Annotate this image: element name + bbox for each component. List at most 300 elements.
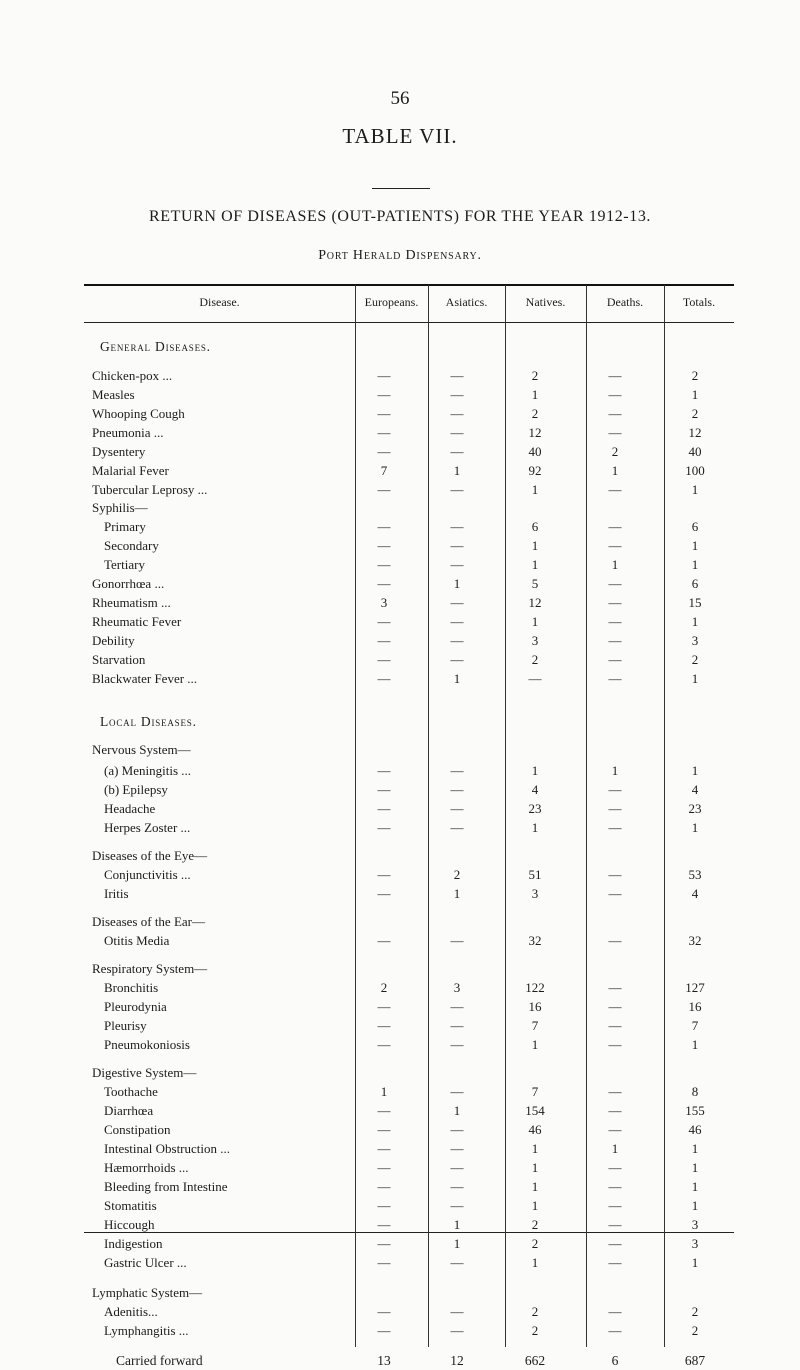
row-label: Respiratory System— bbox=[92, 961, 208, 976]
row-label: Iritis bbox=[104, 886, 129, 901]
table-row bbox=[0, 1035, 800, 1054]
page-number: 56 bbox=[390, 88, 410, 109]
natives-cell: 51 bbox=[528, 867, 542, 882]
deaths-cell: 2 bbox=[611, 444, 619, 459]
asiatics-cell: — bbox=[450, 406, 464, 421]
table-row bbox=[0, 931, 800, 950]
deaths-cell: 1 bbox=[611, 463, 619, 478]
europeans-cell: — bbox=[377, 633, 391, 648]
row-label: Otitis Media bbox=[104, 933, 170, 948]
row-label: Headache bbox=[104, 801, 156, 816]
row-label: Pleurodynia bbox=[104, 999, 167, 1014]
europeans-cell: — bbox=[377, 782, 391, 797]
table-row bbox=[0, 818, 800, 837]
totals-cell: 4 bbox=[691, 886, 699, 901]
asiatics-cell: — bbox=[450, 1141, 464, 1156]
deaths-cell: — bbox=[608, 886, 622, 901]
totals-cell: 2 bbox=[691, 368, 699, 383]
table-row bbox=[0, 423, 800, 442]
europeans-cell: — bbox=[377, 999, 391, 1014]
deaths-cell: — bbox=[608, 576, 622, 591]
europeans-cell: — bbox=[377, 1323, 391, 1338]
asiatics-cell: 1 bbox=[453, 1103, 461, 1118]
totals-cell: 1 bbox=[691, 614, 699, 629]
deaths-cell: 1 bbox=[611, 763, 619, 778]
asiatics-cell: — bbox=[450, 387, 464, 402]
row-label: Tubercular Leprosy ... bbox=[92, 482, 208, 497]
totals-cell: 3 bbox=[691, 1217, 699, 1232]
row-label: Pneumonia ... bbox=[92, 425, 164, 440]
totals-cell: 1 bbox=[691, 1255, 699, 1270]
natives-cell: 1 bbox=[531, 538, 539, 553]
deaths-cell: — bbox=[608, 999, 622, 1014]
column-header-asiatics: Asiatics. bbox=[445, 295, 488, 309]
column-header-natives: Natives. bbox=[525, 295, 566, 309]
group-heading bbox=[0, 959, 800, 978]
totals-cell: 155 bbox=[685, 1103, 705, 1118]
natives-cell: — bbox=[528, 671, 542, 686]
europeans-cell: — bbox=[377, 763, 391, 778]
natives-cell: 2 bbox=[531, 1217, 539, 1232]
table-row bbox=[0, 612, 800, 631]
natives-cell: 2 bbox=[531, 1304, 539, 1319]
asiatics-cell: — bbox=[450, 801, 464, 816]
deaths-cell: 1 bbox=[611, 1141, 619, 1156]
row-label: Lymphatic System— bbox=[92, 1285, 203, 1300]
column-header-totals: Totals. bbox=[682, 295, 716, 309]
asiatics-cell: 12 bbox=[450, 1353, 464, 1368]
asiatics-cell: — bbox=[450, 1018, 464, 1033]
row-label: Starvation bbox=[92, 652, 146, 667]
totals-cell: 1 bbox=[691, 1198, 699, 1213]
row-label: Conjunctivitis ... bbox=[104, 867, 191, 882]
asiatics-cell: 1 bbox=[453, 463, 461, 478]
natives-cell: 7 bbox=[531, 1084, 539, 1099]
europeans-cell: — bbox=[377, 1160, 391, 1175]
natives-cell: 1 bbox=[531, 614, 539, 629]
deaths-cell: — bbox=[608, 1304, 622, 1319]
row-label: Nervous System— bbox=[92, 742, 191, 757]
row-label: Malarial Fever bbox=[92, 463, 169, 478]
deaths-cell: — bbox=[608, 1160, 622, 1175]
europeans-cell: 13 bbox=[377, 1353, 391, 1368]
row-label: (b) Epilepsy bbox=[104, 782, 168, 797]
natives-cell: 12 bbox=[528, 425, 542, 440]
asiatics-cell: — bbox=[450, 1179, 464, 1194]
deaths-cell: — bbox=[608, 595, 622, 610]
table-row bbox=[0, 461, 800, 480]
row-label: Indigestion bbox=[104, 1236, 163, 1251]
deaths-cell: — bbox=[608, 1323, 622, 1338]
europeans-cell: — bbox=[377, 671, 391, 686]
asiatics-cell: — bbox=[450, 1304, 464, 1319]
table-row bbox=[0, 1158, 800, 1177]
row-label: Diarrhœa bbox=[104, 1103, 154, 1118]
totals-cell: 1 bbox=[691, 1037, 699, 1052]
row-label: Gastric Ulcer ... bbox=[104, 1255, 187, 1270]
natives-cell: 92 bbox=[528, 463, 542, 478]
deaths-cell: — bbox=[608, 406, 622, 421]
totals-cell: 1 bbox=[691, 1141, 699, 1156]
section-heading bbox=[0, 712, 800, 731]
europeans-cell: — bbox=[377, 1122, 391, 1137]
table-row bbox=[0, 1302, 800, 1321]
table-row bbox=[0, 593, 800, 612]
section-heading bbox=[0, 337, 800, 356]
table-row bbox=[0, 1196, 800, 1215]
totals-cell: 7 bbox=[691, 1018, 699, 1033]
deaths-cell: — bbox=[608, 933, 622, 948]
column-header-europeans: Europeans. bbox=[364, 295, 419, 309]
totals-cell: 8 bbox=[691, 1084, 699, 1099]
asiatics-cell: — bbox=[450, 1084, 464, 1099]
europeans-cell: — bbox=[377, 1236, 391, 1251]
deaths-cell: 6 bbox=[611, 1353, 619, 1368]
table-row bbox=[0, 1139, 800, 1158]
table-header-rule bbox=[84, 322, 734, 323]
asiatics-cell: 1 bbox=[453, 671, 461, 686]
table-top-rule bbox=[84, 284, 734, 286]
row-label: Herpes Zoster ... bbox=[104, 820, 191, 835]
europeans-cell: 7 bbox=[380, 463, 388, 478]
asiatics-cell: 1 bbox=[453, 1236, 461, 1251]
natives-cell: 23 bbox=[528, 801, 542, 816]
totals-cell: 46 bbox=[688, 1122, 702, 1137]
natives-cell: 3 bbox=[531, 886, 539, 901]
natives-cell: 32 bbox=[528, 933, 542, 948]
totals-cell: 2 bbox=[691, 1323, 699, 1338]
row-label: Secondary bbox=[104, 538, 159, 553]
deaths-cell: — bbox=[608, 614, 622, 629]
totals-cell: 1 bbox=[691, 763, 699, 778]
natives-cell: 2 bbox=[531, 1236, 539, 1251]
row-label: Constipation bbox=[104, 1122, 171, 1137]
natives-cell: 2 bbox=[531, 652, 539, 667]
europeans-cell: — bbox=[377, 576, 391, 591]
natives-cell: 16 bbox=[528, 999, 542, 1014]
europeans-cell: — bbox=[377, 1198, 391, 1213]
deaths-cell: — bbox=[608, 633, 622, 648]
totals-cell: 40 bbox=[688, 444, 702, 459]
natives-cell: 1 bbox=[531, 1198, 539, 1213]
natives-cell: 3 bbox=[531, 633, 539, 648]
table-subtitle: RETURN OF DISEASES (OUT-PATIENTS) FOR THE YEAR 1912-13. bbox=[148, 208, 652, 225]
natives-cell: 1 bbox=[531, 1160, 539, 1175]
table-title: TABLE VII. bbox=[342, 124, 458, 148]
table-row bbox=[0, 536, 800, 555]
deaths-cell: — bbox=[608, 1037, 622, 1052]
table-row bbox=[0, 669, 800, 688]
europeans-cell: — bbox=[377, 1255, 391, 1270]
asiatics-cell: — bbox=[450, 1037, 464, 1052]
deaths-cell: — bbox=[608, 368, 622, 383]
natives-cell: 1 bbox=[531, 1255, 539, 1270]
asiatics-cell: — bbox=[450, 1160, 464, 1175]
deaths-cell: — bbox=[608, 538, 622, 553]
totals-cell: 6 bbox=[691, 576, 699, 591]
table-row bbox=[0, 1253, 800, 1272]
asiatics-cell: — bbox=[450, 519, 464, 534]
column-header-disease: Disease. bbox=[199, 295, 240, 309]
row-label: Pleurisy bbox=[104, 1018, 147, 1033]
asiatics-cell: — bbox=[450, 444, 464, 459]
asiatics-cell: — bbox=[450, 633, 464, 648]
table-row bbox=[0, 997, 800, 1016]
deaths-cell: — bbox=[608, 1198, 622, 1213]
totals-cell: 1 bbox=[691, 557, 699, 572]
natives-cell: 46 bbox=[528, 1122, 542, 1137]
deaths-cell: — bbox=[608, 1018, 622, 1033]
table-row bbox=[0, 1215, 800, 1234]
natives-cell: 2 bbox=[531, 1323, 539, 1338]
europeans-cell: — bbox=[377, 1103, 391, 1118]
europeans-cell: — bbox=[377, 886, 391, 901]
europeans-cell: — bbox=[377, 1018, 391, 1033]
totals-cell: 1 bbox=[691, 387, 699, 402]
natives-cell: 4 bbox=[531, 782, 539, 797]
asiatics-cell: — bbox=[450, 999, 464, 1014]
europeans-cell: — bbox=[377, 557, 391, 572]
row-label: Hæmorrhoids ... bbox=[104, 1160, 189, 1175]
deaths-cell: — bbox=[608, 482, 622, 497]
deaths-cell: — bbox=[608, 801, 622, 816]
totals-cell: 53 bbox=[688, 867, 702, 882]
totals-cell: 100 bbox=[685, 463, 705, 478]
deaths-cell: — bbox=[608, 1179, 622, 1194]
table-row bbox=[0, 1120, 800, 1139]
asiatics-cell: 2 bbox=[453, 867, 461, 882]
table-row bbox=[0, 884, 800, 903]
deaths-cell: 1 bbox=[611, 557, 619, 572]
europeans-cell: — bbox=[377, 1141, 391, 1156]
table-row bbox=[0, 780, 800, 799]
europeans-cell: — bbox=[377, 652, 391, 667]
row-label: Local Diseases. bbox=[100, 714, 197, 729]
europeans-cell: — bbox=[377, 482, 391, 497]
deaths-cell: — bbox=[608, 425, 622, 440]
natives-cell: 122 bbox=[525, 980, 545, 995]
row-label: Primary bbox=[104, 519, 146, 534]
dispensary-name: Port Herald Dispensary. bbox=[318, 248, 482, 263]
totals-cell: 127 bbox=[685, 980, 705, 995]
asiatics-cell: — bbox=[450, 538, 464, 553]
europeans-cell: — bbox=[377, 933, 391, 948]
europeans-cell: 3 bbox=[380, 595, 388, 610]
table-row bbox=[0, 631, 800, 650]
row-label: Hiccough bbox=[104, 1217, 155, 1232]
europeans-cell: — bbox=[377, 801, 391, 816]
natives-cell: 12 bbox=[528, 595, 542, 610]
table-row bbox=[0, 385, 800, 404]
totals-cell: 6 bbox=[691, 519, 699, 534]
deaths-cell: — bbox=[608, 1236, 622, 1251]
europeans-cell: — bbox=[377, 1037, 391, 1052]
row-label: Pneumokoniosis bbox=[104, 1037, 190, 1052]
totals-cell: 32 bbox=[688, 933, 702, 948]
group-heading bbox=[0, 740, 800, 759]
row-label: (a) Meningitis ... bbox=[104, 763, 192, 778]
asiatics-cell: — bbox=[450, 595, 464, 610]
asiatics-cell: — bbox=[450, 482, 464, 497]
asiatics-cell: — bbox=[450, 1198, 464, 1213]
asiatics-cell: — bbox=[450, 933, 464, 948]
table-row bbox=[0, 978, 800, 997]
natives-cell: 1 bbox=[531, 763, 539, 778]
natives-cell: 1 bbox=[531, 557, 539, 572]
table-row bbox=[0, 480, 800, 499]
row-label: Measles bbox=[92, 387, 135, 402]
row-label: Blackwater Fever ... bbox=[92, 671, 198, 686]
column-header-deaths: Deaths. bbox=[606, 295, 644, 309]
europeans-cell: — bbox=[377, 519, 391, 534]
natives-cell: 2 bbox=[531, 368, 539, 383]
table-row bbox=[0, 1177, 800, 1196]
asiatics-cell: — bbox=[450, 425, 464, 440]
row-label: Diseases of the Eye— bbox=[92, 848, 208, 863]
row-label: Intestinal Obstruction ... bbox=[104, 1141, 231, 1156]
europeans-cell: — bbox=[377, 425, 391, 440]
carried-forward-row bbox=[0, 1351, 800, 1370]
asiatics-cell: — bbox=[450, 614, 464, 629]
europeans-cell: — bbox=[377, 368, 391, 383]
europeans-cell: — bbox=[377, 614, 391, 629]
natives-cell: 2 bbox=[531, 406, 539, 421]
asiatics-cell: — bbox=[450, 557, 464, 572]
asiatics-cell: 3 bbox=[453, 980, 461, 995]
totals-cell: 2 bbox=[691, 1304, 699, 1319]
natives-cell: 1 bbox=[531, 482, 539, 497]
asiatics-cell: 1 bbox=[453, 1217, 461, 1232]
group-heading bbox=[0, 912, 800, 931]
table-row bbox=[0, 574, 800, 593]
natives-cell: 1 bbox=[531, 820, 539, 835]
asiatics-cell: — bbox=[450, 820, 464, 835]
row-label: Stomatitis bbox=[104, 1198, 157, 1213]
totals-cell: 1 bbox=[691, 671, 699, 686]
row-label: Lymphangitis ... bbox=[104, 1323, 189, 1338]
row-label: Gonorrhœa ... bbox=[92, 576, 165, 591]
asiatics-cell: — bbox=[450, 782, 464, 797]
deaths-cell: — bbox=[608, 1084, 622, 1099]
europeans-cell: — bbox=[377, 1304, 391, 1319]
row-label: Syphilis— bbox=[92, 500, 148, 515]
natives-cell: 40 bbox=[528, 444, 542, 459]
europeans-cell: — bbox=[377, 387, 391, 402]
table-row bbox=[0, 1082, 800, 1101]
table-row bbox=[0, 404, 800, 423]
deaths-cell: — bbox=[608, 1255, 622, 1270]
totals-cell: 687 bbox=[684, 1353, 706, 1368]
deaths-cell: — bbox=[608, 652, 622, 667]
row-label: Adenitis... bbox=[104, 1304, 158, 1319]
table-row bbox=[0, 1016, 800, 1035]
natives-cell: 1 bbox=[531, 387, 539, 402]
table-row bbox=[0, 517, 800, 536]
deaths-cell: — bbox=[608, 867, 622, 882]
row-label: Rheumatism ... bbox=[92, 595, 171, 610]
table-row bbox=[0, 865, 800, 884]
deaths-cell: — bbox=[608, 980, 622, 995]
totals-cell: 4 bbox=[691, 782, 699, 797]
group-heading bbox=[0, 846, 800, 865]
row-label: Rheumatic Fever bbox=[92, 614, 182, 629]
totals-cell: 3 bbox=[691, 1236, 699, 1251]
totals-cell: 1 bbox=[691, 1160, 699, 1175]
deaths-cell: — bbox=[608, 782, 622, 797]
europeans-cell: — bbox=[377, 1217, 391, 1232]
table-row bbox=[0, 555, 800, 574]
totals-cell: 2 bbox=[691, 406, 699, 421]
row-label: Chicken-pox ... bbox=[92, 368, 173, 383]
totals-cell: 1 bbox=[691, 1179, 699, 1194]
row-label: Digestive System— bbox=[92, 1065, 197, 1080]
table-row bbox=[0, 442, 800, 461]
deaths-cell: — bbox=[608, 1103, 622, 1118]
natives-cell: 1 bbox=[531, 1179, 539, 1194]
table-row bbox=[0, 1234, 800, 1253]
natives-cell: 5 bbox=[531, 576, 539, 591]
table-row bbox=[0, 1321, 800, 1340]
natives-cell: 6 bbox=[531, 519, 539, 534]
row-label: Toothache bbox=[104, 1084, 158, 1099]
deaths-cell: — bbox=[608, 387, 622, 402]
asiatics-cell: — bbox=[450, 1122, 464, 1137]
europeans-cell: — bbox=[377, 820, 391, 835]
natives-cell: 1 bbox=[531, 1141, 539, 1156]
row-label: Diseases of the Ear— bbox=[92, 914, 205, 929]
deaths-cell: — bbox=[608, 671, 622, 686]
group-heading bbox=[0, 498, 800, 517]
deaths-cell: — bbox=[608, 1122, 622, 1137]
deaths-cell: — bbox=[608, 820, 622, 835]
totals-cell: 1 bbox=[691, 820, 699, 835]
row-label: Carried forward bbox=[116, 1353, 203, 1368]
europeans-cell: — bbox=[377, 867, 391, 882]
europeans-cell: — bbox=[377, 1179, 391, 1194]
totals-cell: 23 bbox=[688, 801, 702, 816]
group-heading bbox=[0, 1283, 800, 1302]
europeans-cell: 2 bbox=[380, 980, 388, 995]
natives-cell: 7 bbox=[531, 1018, 539, 1033]
row-label: Tertiary bbox=[104, 557, 145, 572]
asiatics-cell: — bbox=[450, 763, 464, 778]
europeans-cell: — bbox=[377, 538, 391, 553]
asiatics-cell: 1 bbox=[453, 886, 461, 901]
row-label: General Diseases. bbox=[100, 339, 211, 354]
totals-cell: 3 bbox=[691, 633, 699, 648]
row-label: Whooping Cough bbox=[92, 406, 185, 421]
totals-cell: 2 bbox=[691, 652, 699, 667]
asiatics-cell: — bbox=[450, 1255, 464, 1270]
table-row bbox=[0, 366, 800, 385]
totals-cell: 12 bbox=[688, 425, 702, 440]
totals-cell: 15 bbox=[688, 595, 702, 610]
asiatics-cell: — bbox=[450, 1323, 464, 1338]
totals-cell: 1 bbox=[691, 482, 699, 497]
asiatics-cell: — bbox=[450, 652, 464, 667]
asiatics-cell: 1 bbox=[453, 576, 461, 591]
europeans-cell: — bbox=[377, 444, 391, 459]
group-heading bbox=[0, 1063, 800, 1082]
natives-cell: 1 bbox=[531, 1037, 539, 1052]
europeans-cell: 1 bbox=[380, 1084, 388, 1099]
row-label: Dysentery bbox=[92, 444, 146, 459]
table-row bbox=[0, 761, 800, 780]
row-label: Bronchitis bbox=[104, 980, 159, 995]
table-row bbox=[0, 799, 800, 818]
natives-cell: 662 bbox=[524, 1353, 546, 1368]
europeans-cell: — bbox=[377, 406, 391, 421]
